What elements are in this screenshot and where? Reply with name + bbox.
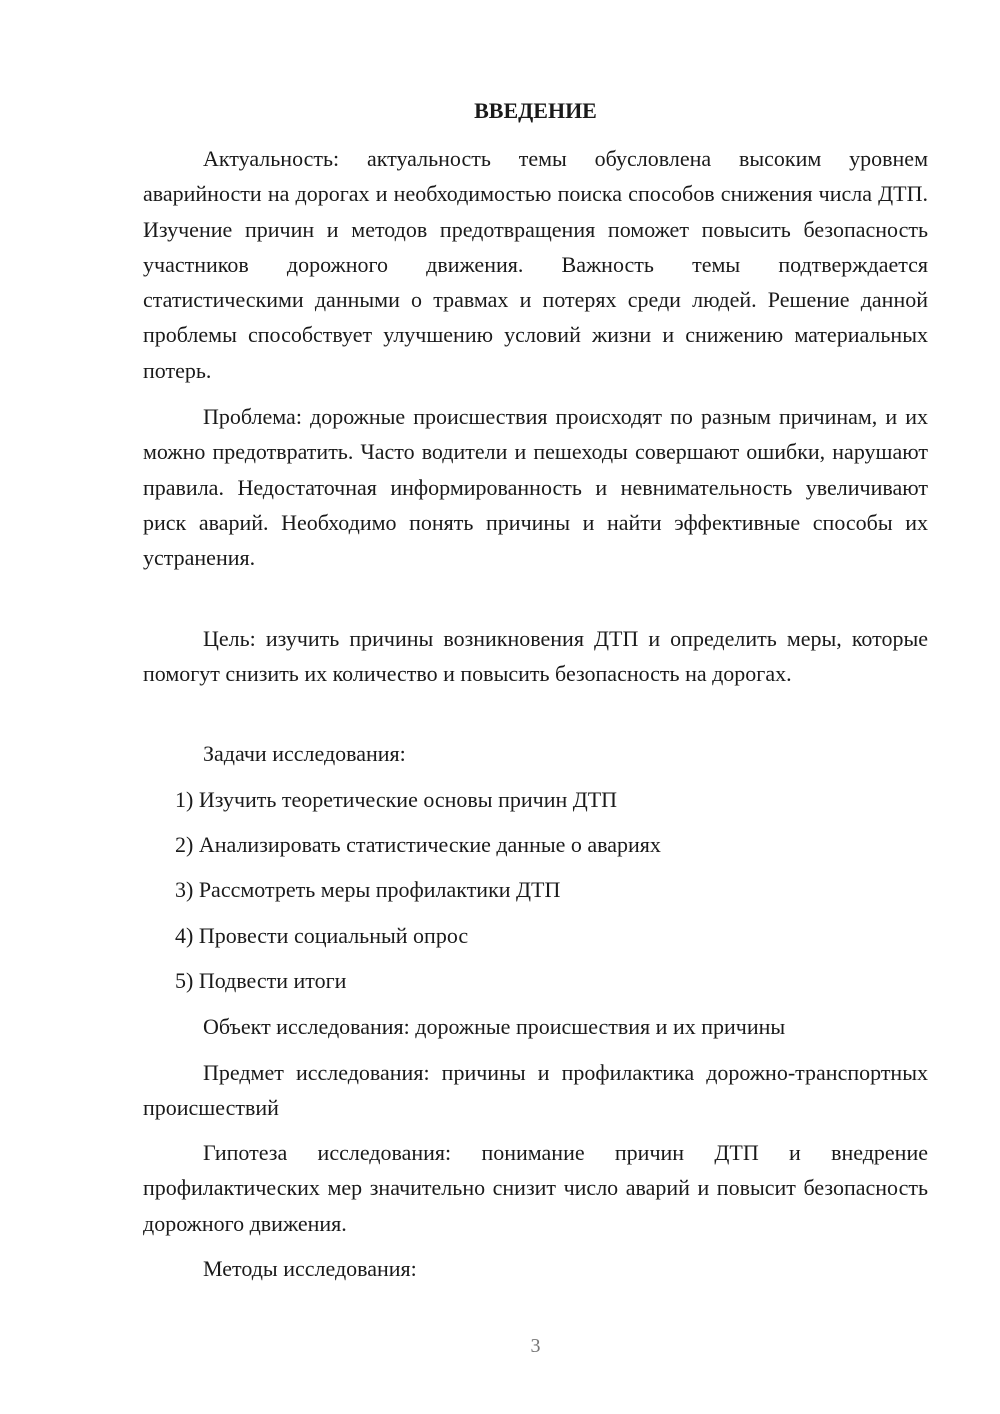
subject-paragraph: Предмет исследования: причины и профилактика дорожно-транспортных происшествий <box>143 1060 928 1121</box>
goal-paragraph: Цель: изучить причины возникновения ДТП и определить меры, которые помогут снизить их количество и повысить безопасность на дорогах. <box>143 626 928 687</box>
relevance-paragraph: Актуальность: актуальность темы обусловлена высоким уровнем аварийности на дорогах и необходимостью поиска способов снижения числа ДТП. Изучение причин и методов предотвращения поможет повысить безопасность участников дорожного движения. Важность темы подтверждается статистическими данными о травмах и потерях среди людей. Решение данной проблемы способствует улучшению условий жизни и снижению материальных потерь. <box>143 146 928 383</box>
list-item: 1) Изучить теоретические основы причин ДТП <box>175 787 618 812</box>
list-item: 5) Подвести итоги <box>175 968 347 993</box>
document-page <box>143 0 928 1414</box>
methods-heading: Методы исследования: <box>203 1256 417 1281</box>
object-paragraph: Объект исследования: дорожные происшествия и их причины <box>203 1014 786 1039</box>
hypothesis-paragraph: Гипотеза исследования: понимание причин ДТП и внедрение профилактических мер значительно снизит число аварий и повысит безопасность дорожного движения. <box>143 1140 928 1236</box>
page-number: 3 <box>530 1335 541 1357</box>
problem-paragraph: Проблема: дорожные происшествия происходят по разным причинам, и их можно предотвратить. Часто водители и пешеходы совершают ошибки, нарушают правила. Недостаточная информированность и невнимательность увеличивают риск аварий. Необходимо понять причины и найти эффективные способы их устранения. <box>143 404 928 571</box>
list-item: 3) Рассмотреть меры профилактики ДТП <box>175 877 561 902</box>
tasks-heading: Задачи исследования: <box>203 741 406 766</box>
list-item: 2) Анализировать статистические данные о авариях <box>175 832 661 857</box>
page-title: ВВЕДЕНИЕ <box>474 98 597 123</box>
list-item: 4) Провести социальный опрос <box>175 923 469 948</box>
